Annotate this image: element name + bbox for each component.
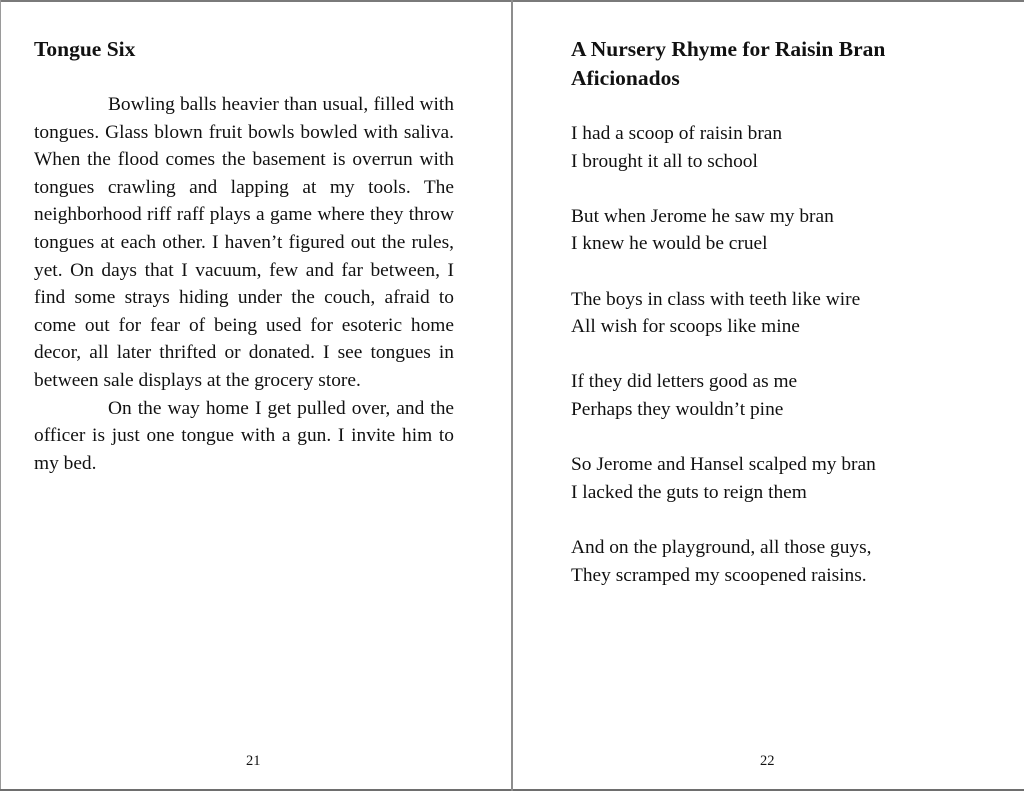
poem-line: Perhaps they wouldn’t pine <box>571 398 784 420</box>
poem-line: So Jerome and Hansel scalped my bran <box>571 454 876 476</box>
poem-line: I lacked the guts to reign them <box>571 481 807 503</box>
poem-body <box>571 120 1011 617</box>
poem-line: And on the playground, all those guys, <box>571 536 872 558</box>
prose-body <box>34 91 454 477</box>
poem-line: They scramped my scoopened raisins. <box>571 564 867 586</box>
prose-paragraph: Bowling balls heavier than usual, filled with tongues. Glass blown fruit bowls bowled with saliva. When the flood comes the basement is overrun with tongues crawling and lapping at my tools. The neighborhood riff raff plays a game where they throw tongues at each other. I haven’t figured out the rules, yet. On days that I vacuum, few and far between, I find some strays hiding under the couch, afraid to come out for fear of being used for esoteric home decor, all later thrifted or donated. I see tongues in between sale displays at the grocery store. <box>34 94 454 391</box>
poem-line: But when Jerome he saw my bran <box>571 205 834 227</box>
page-number: 21 <box>246 753 261 769</box>
poem-line: The boys in class with teeth like wire <box>571 288 861 310</box>
poem-line: If they did letters good as me <box>571 371 798 393</box>
poem-line: I brought it all to school <box>571 150 758 172</box>
right-page <box>513 0 1024 791</box>
poem-stanza <box>571 451 1011 506</box>
poem-stanza <box>571 534 1011 589</box>
prose-title: Tongue Six <box>34 37 136 61</box>
poem-stanza <box>571 286 1011 341</box>
page-number: 22 <box>760 753 775 769</box>
prose-paragraph: On the way home I get pulled over, and the officer is just one tongue with a gun. I invite him to my bed. <box>34 397 454 474</box>
poem-title: A Nursery Rhyme for Raisin Bran Aficionados <box>571 37 886 90</box>
poem-stanza <box>571 203 1011 258</box>
left-page <box>0 0 511 791</box>
poem-stanza <box>571 120 1011 175</box>
poem-stanza <box>571 368 1011 423</box>
poem-line: All wish for scoops like mine <box>571 316 800 338</box>
poem-line: I had a scoop of raisin bran <box>571 123 783 144</box>
poem-line: I knew he would be cruel <box>571 233 768 255</box>
